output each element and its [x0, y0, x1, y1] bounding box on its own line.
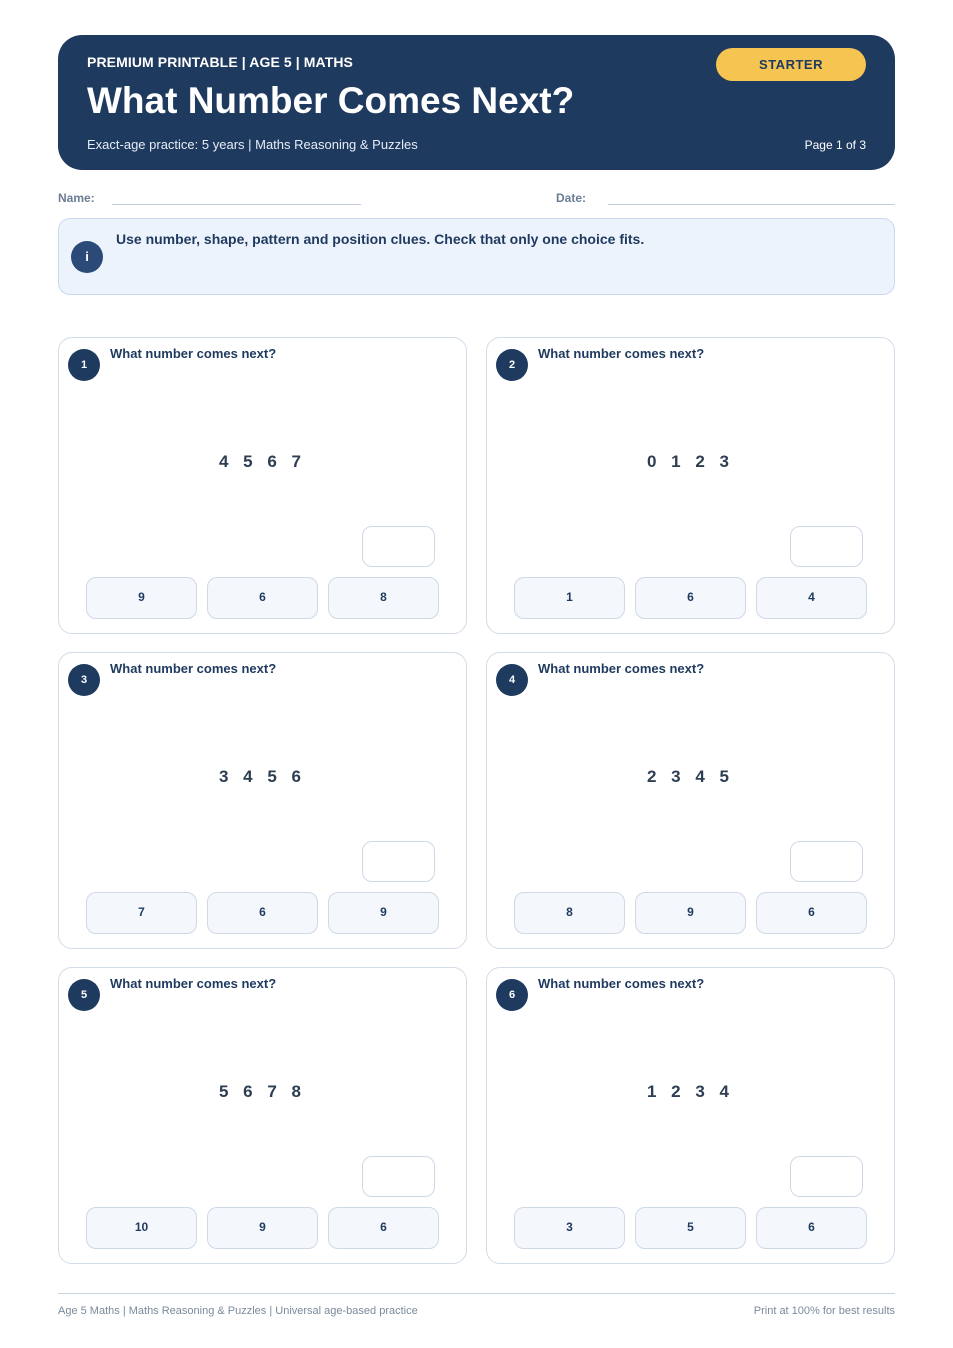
- question-prompt: What number comes next?: [538, 976, 705, 991]
- number-sequence: 1 2 3 4: [647, 1082, 734, 1101]
- choice-button[interactable]: 6: [207, 577, 318, 619]
- question-card: [58, 652, 467, 949]
- choice-button[interactable]: 9: [635, 892, 746, 934]
- level-badge: STARTER: [716, 48, 866, 81]
- question-card: [486, 967, 895, 1264]
- name-label: Name:: [58, 191, 95, 205]
- choice-button[interactable]: 6: [756, 892, 867, 934]
- date-line[interactable]: [608, 204, 895, 205]
- choice-button[interactable]: 9: [86, 577, 197, 619]
- number-sequence: 2 3 4 5: [647, 767, 734, 786]
- choice-button[interactable]: 7: [86, 892, 197, 934]
- question-number: 1: [68, 349, 100, 381]
- choice-button[interactable]: 6: [328, 1207, 439, 1249]
- footer-left-text: Age 5 Maths | Maths Reasoning & Puzzles | Universal age-based practice: [58, 1305, 418, 1317]
- question-number: 3: [68, 664, 100, 696]
- answer-box[interactable]: [790, 841, 863, 882]
- choice-button[interactable]: 8: [514, 892, 625, 934]
- answer-box[interactable]: [790, 1156, 863, 1197]
- choice-button[interactable]: 9: [328, 892, 439, 934]
- page-number: Page 1 of 3: [804, 138, 866, 152]
- question-card: [486, 337, 895, 634]
- header-subtitle: Exact-age practice: 5 years | Maths Reasoning & Puzzles: [87, 137, 418, 152]
- question-prompt: What number comes next?: [110, 976, 277, 991]
- choice-button[interactable]: 5: [635, 1207, 746, 1249]
- question-number: 2: [496, 349, 528, 381]
- question-card: [58, 337, 467, 634]
- name-line[interactable]: [112, 204, 361, 205]
- question-prompt: What number comes next?: [110, 346, 277, 361]
- choice-button[interactable]: 6: [635, 577, 746, 619]
- choice-button[interactable]: 6: [756, 1207, 867, 1249]
- number-sequence: 0 1 2 3: [647, 452, 734, 471]
- question-card: [58, 967, 467, 1264]
- answer-box[interactable]: [362, 841, 435, 882]
- info-icon: i: [71, 241, 103, 273]
- question-number: 4: [496, 664, 528, 696]
- choice-button[interactable]: 10: [86, 1207, 197, 1249]
- choice-button[interactable]: 4: [756, 577, 867, 619]
- choice-button[interactable]: 9: [207, 1207, 318, 1249]
- choice-button[interactable]: 1: [514, 577, 625, 619]
- date-label: Date:: [556, 191, 587, 205]
- choice-button[interactable]: 8: [328, 577, 439, 619]
- number-sequence: 4 5 6 7: [219, 452, 306, 471]
- question-number: 6: [496, 979, 528, 1011]
- question-prompt: What number comes next?: [110, 661, 277, 676]
- answer-box[interactable]: [362, 526, 435, 567]
- question-card: [486, 652, 895, 949]
- page-title: What Number Comes Next?: [87, 80, 575, 121]
- choice-button[interactable]: 6: [207, 892, 318, 934]
- instructions-box: [58, 218, 895, 295]
- question-prompt: What number comes next?: [538, 661, 705, 676]
- instructions-text: Use number, shape, pattern and position clues. Check that only one choice fits.: [116, 231, 645, 247]
- header-banner: [58, 35, 895, 170]
- header-kicker: PREMIUM PRINTABLE | AGE 5 | MATHS: [87, 54, 353, 70]
- answer-box[interactable]: [362, 1156, 435, 1197]
- choice-button[interactable]: 3: [514, 1207, 625, 1249]
- footer-right-text: Print at 100% for best results: [753, 1305, 895, 1317]
- number-sequence: 5 6 7 8: [219, 1082, 306, 1101]
- footer-divider: [58, 1293, 895, 1294]
- answer-box[interactable]: [790, 526, 863, 567]
- number-sequence: 3 4 5 6: [219, 767, 306, 786]
- question-number: 5: [68, 979, 100, 1011]
- question-prompt: What number comes next?: [538, 346, 705, 361]
